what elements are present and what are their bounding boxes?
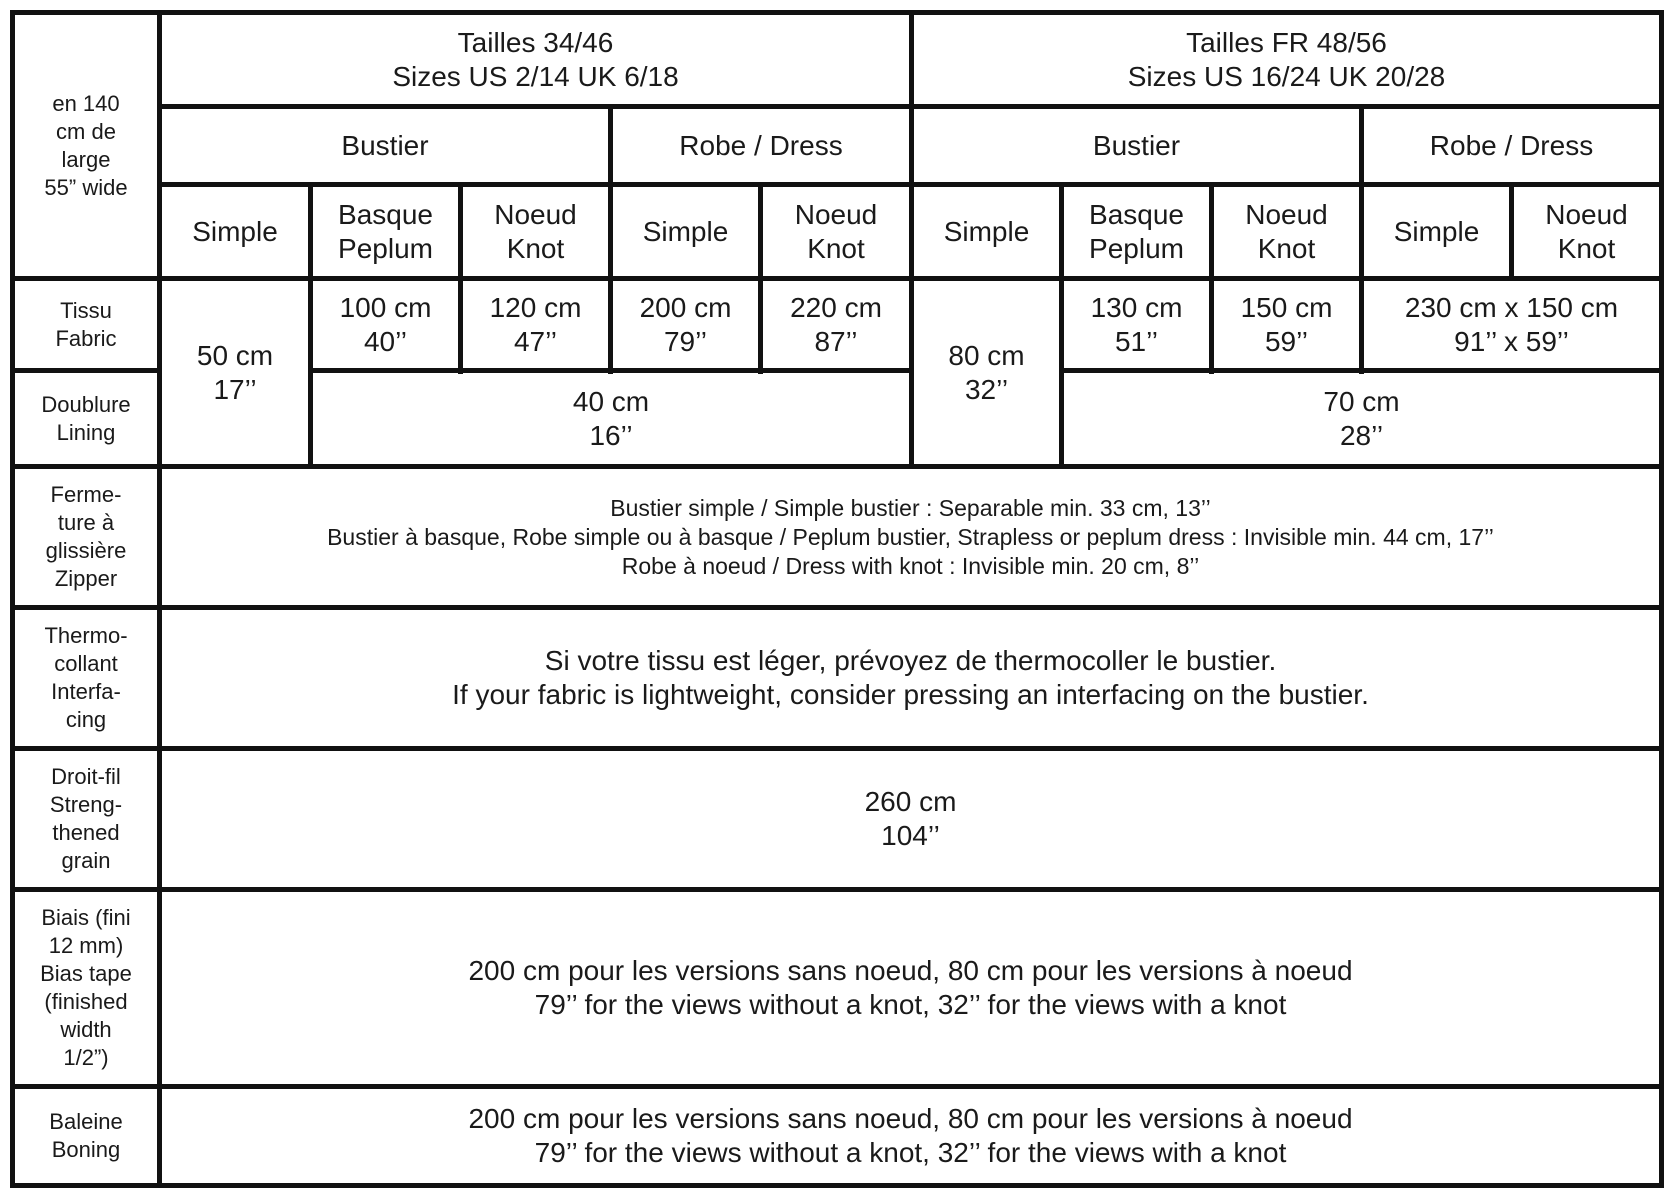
bias-row-label	[15, 892, 157, 1084]
g2-dress-knot-label: Noeud Knot	[1545, 198, 1628, 264]
g2-peplum-header	[1064, 187, 1209, 276]
size-group-1-header	[162, 15, 909, 104]
g1-dress-header	[613, 109, 909, 182]
g1-lining-value	[313, 373, 909, 464]
g2-knot-header	[1214, 187, 1359, 276]
g2-dress-simple-header	[1364, 187, 1509, 276]
boning-label-text: Baleine Boning	[49, 1109, 123, 1162]
fabric-row-label	[15, 281, 157, 368]
zipper-text: Bustier simple / Simple bustier : Separable min. 33 cm, 13’’ Bustier à basque, Robe simple ou à basque / Peplum bustier, Strapless or peplum dress : Invisible min. 44 cm, 17’’ Robe à noeud / Dress with knot : Invisible min. 20 cm, 8’’	[327, 494, 1494, 579]
g2-dress-fabric-text: 230 cm x 150 cm 91’’ x 59’’	[1404, 291, 1619, 357]
g1-knot-header	[463, 187, 608, 276]
interfacing-row-label	[15, 610, 157, 746]
g1-bustier-header	[162, 109, 608, 182]
rule-right	[1659, 10, 1664, 1188]
g1-lining-text: 40 cm 16’’	[572, 385, 650, 451]
size-group-2-header	[914, 15, 1659, 104]
bias-text: 200 cm pour les versions sans noeud, 80 cm pour les versions à noeud 79’’ for the views without a knot, 32’’ for the views with a knot	[468, 955, 1353, 1020]
g2-lining-text: 70 cm 28’’	[1323, 385, 1400, 451]
boning-text: 200 cm pour les versions sans noeud, 80 cm pour les versions à noeud 79’’ for the views without a knot, 32’’ for the views with a knot	[468, 1103, 1353, 1168]
g2-bustier-header	[914, 109, 1359, 182]
g2-dress-fabric-value	[1364, 281, 1659, 368]
g2-dress-simple-label: Simple	[1393, 215, 1480, 247]
boning-value	[162, 1089, 1659, 1183]
zipper-row-label	[15, 469, 157, 605]
g1-knot-fabric-value	[463, 281, 608, 368]
lining-row-label	[15, 373, 157, 464]
g2-peplum-label: Basque Peplum	[1089, 198, 1184, 264]
g1-dress-knot-header	[763, 187, 909, 276]
corner-label	[15, 15, 157, 276]
g2-peplum-fabric-value	[1064, 281, 1209, 368]
g1-bustier-label: Bustier	[341, 129, 429, 161]
g1-dress-simple-header	[613, 187, 758, 276]
g1-dress-simple-fabric-text: 200 cm 79’’	[639, 291, 732, 357]
interfacing-value	[162, 610, 1659, 746]
g1-dress-knot-label: Noeud Knot	[794, 198, 878, 264]
g2-simple-fabric-lining-text: 80 cm 32’’	[948, 339, 1025, 405]
g1-knot-label: Noeud Knot	[494, 198, 577, 264]
g2-dress-knot-header	[1514, 187, 1659, 276]
size-group-1-title: Tailles 34/46 Sizes US 2/14 UK 6/18	[392, 26, 679, 92]
g2-dress-label: Robe / Dress	[1429, 129, 1594, 161]
g1-peplum-label: Basque Peplum	[338, 198, 433, 264]
interfacing-text: Si votre tissu est léger, prévoyez de thermocoller le bustier. If your fabric is lightweight, consider pressing an interfacing on the bustier.	[452, 645, 1369, 710]
g1-simple-fabric-lining-text: 50 cm 17’’	[196, 339, 274, 405]
g2-lining-value	[1064, 373, 1659, 464]
fabric-label-text: Tissu Fabric	[55, 297, 117, 351]
g1-knot-fabric-text: 120 cm 47’’	[489, 291, 582, 357]
grain-row-label	[15, 751, 157, 887]
g1-dress-label: Robe / Dress	[679, 129, 843, 161]
g1-peplum-header	[313, 187, 458, 276]
zipper-value	[162, 469, 1659, 605]
g1-dress-knot-fabric-text: 220 cm 87’’	[790, 291, 882, 357]
g2-simple-header	[914, 187, 1059, 276]
size-group-2-title: Tailles FR 48/56 Sizes US 16/24 UK 20/28	[1127, 26, 1446, 92]
g1-simple-fabric-lining-value	[162, 281, 308, 464]
g2-simple-fabric-lining-value	[914, 281, 1059, 464]
corner-label-text: en 140 cm de large 55” wide	[44, 90, 128, 200]
g1-peplum-fabric-value	[313, 281, 458, 368]
g2-knot-label: Noeud Knot	[1245, 198, 1328, 264]
g2-peplum-fabric-text: 130 cm 51’’	[1090, 291, 1183, 357]
g1-simple-label: Simple	[192, 215, 278, 247]
grain-label-text: Droit-fil Streng- thened grain	[49, 764, 123, 873]
boning-row-label	[15, 1089, 157, 1183]
g2-knot-fabric-text: 150 cm 59’’	[1240, 291, 1333, 357]
g1-peplum-fabric-text: 100 cm 40’’	[339, 291, 432, 357]
lining-label-text: Doublure Lining	[41, 391, 131, 445]
rule-bottom	[10, 1183, 1664, 1188]
bias-label-text: Biais (fini 12 mm) Bias tape (finished width 1/2”)	[40, 905, 132, 1070]
grain-value	[162, 751, 1659, 887]
g2-simple-label: Simple	[943, 215, 1030, 247]
interfacing-label-text: Thermo- collant Interfa- cing	[44, 623, 128, 732]
g1-simple-header	[162, 187, 308, 276]
g2-knot-fabric-value	[1214, 281, 1359, 368]
zipper-label-text: Ferme- ture à glissière Zipper	[45, 482, 127, 591]
grain-text: 260 cm 104’’	[864, 786, 957, 851]
bias-value	[162, 892, 1659, 1084]
g2-bustier-label: Bustier	[1092, 129, 1181, 161]
g1-dress-simple-fabric-value	[613, 281, 758, 368]
g2-dress-header	[1364, 109, 1659, 182]
g1-dress-simple-label: Simple	[642, 215, 729, 247]
fabric-requirements-table	[10, 10, 1664, 1188]
g1-dress-knot-fabric-value	[763, 281, 909, 368]
